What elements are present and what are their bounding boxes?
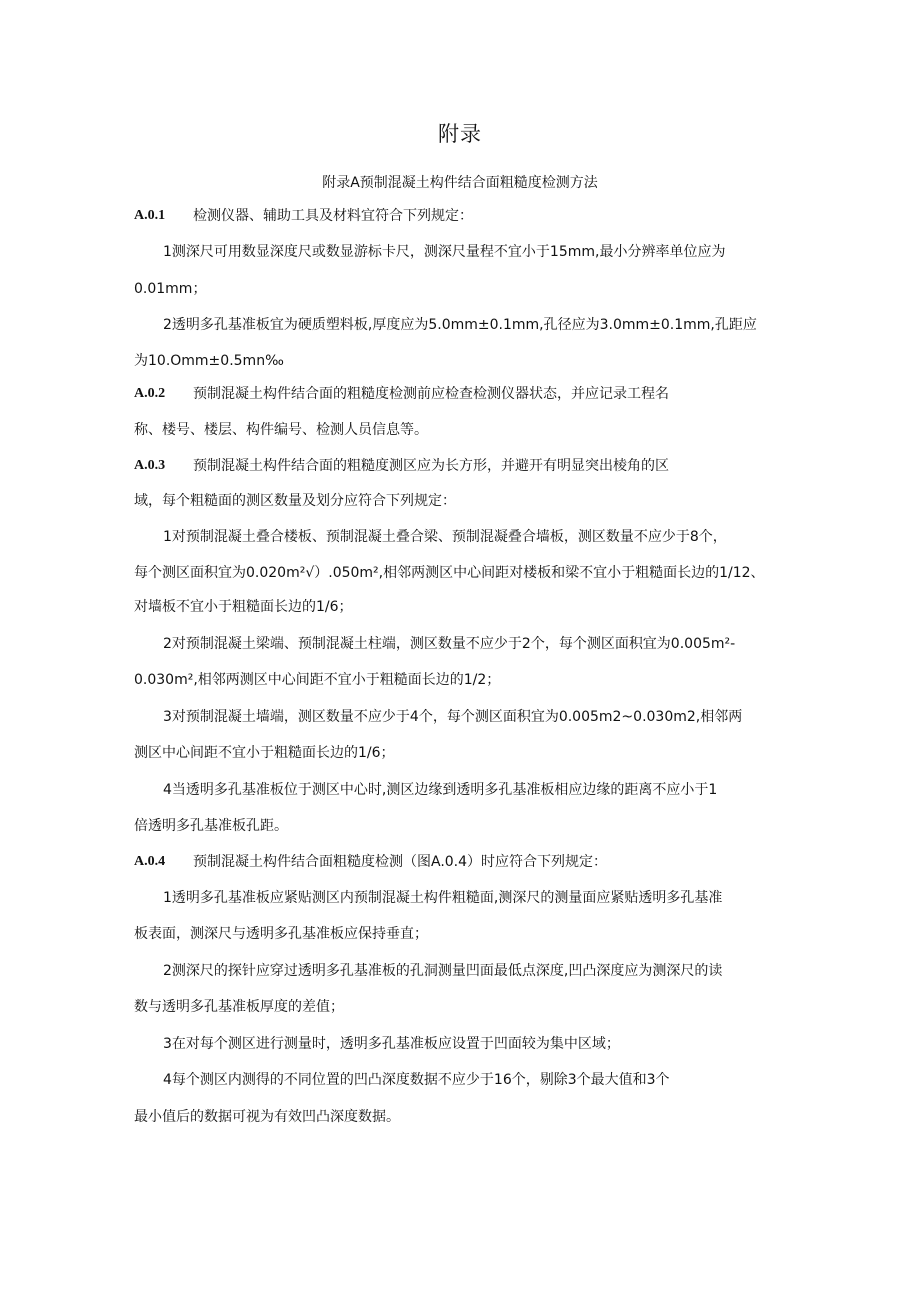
paragraph-line: 倍透明多孔基准板孔距。 bbox=[134, 818, 288, 834]
paragraph-line: 3在对每个测区进行测量时，透明多孔基准板应设置于凹面较为集中区域； bbox=[163, 1036, 620, 1052]
appendix-heading: 附录A预制混凝土构件结合面粗糙度检测方法 bbox=[322, 175, 598, 191]
paragraph-line: 板表面，测深尺与透明多孔基准板应保持垂直； bbox=[134, 926, 428, 942]
paragraph-line: 为10.Omm±0.5mn‰ bbox=[134, 353, 284, 369]
clause-number-a04: A.0.4 bbox=[134, 854, 166, 869]
clause-number-a02: A.0.2 bbox=[134, 386, 166, 401]
paragraph-line: 2测深尺的探针应穿过透明多孔基准板的孔洞测量凹面最低点深度,凹凸深度应为测深尺的读 bbox=[163, 963, 723, 979]
paragraph-line: 1透明多孔基准板应紧贴测区内预制混凝土构件粗糙面,测深尺的测量面应紧贴透明多孔基准 bbox=[163, 890, 723, 906]
clause-text-a02: 预制混凝土构件结合面的粗糙度检测前应检查检测仪器状态，并应记录工程名 bbox=[193, 386, 669, 402]
paragraph-line: 0.030m²,相邻两测区中心间距不宜小于粗糙面长边的1/2； bbox=[134, 672, 501, 688]
paragraph-line: 域，每个粗糙面的测区数量及划分应符合下列规定： bbox=[134, 493, 456, 509]
paragraph-line: 数与透明多孔基准板厚度的差值； bbox=[134, 999, 344, 1015]
paragraph-line: 测区中心间距不宜小于粗糙面长边的1/6； bbox=[134, 745, 395, 761]
clause-text-a03: 预制混凝土构件结合面的粗糙度测区应为长方形，并避开有明显突出棱角的区 bbox=[193, 458, 669, 474]
paragraph-line: 1对预制混凝土叠合楼板、预制混凝土叠合梁、预制混凝叠合墙板，测区数量不应少于8个， bbox=[163, 529, 727, 545]
paragraph-line: 4每个测区内测得的不同位置的凹凸深度数据不应少于16个，剔除3个最大值和3个 bbox=[163, 1072, 670, 1088]
clause-text-a04: 预制混凝土构件结合面粗糙度检测（图A.0.4）时应符合下列规定： bbox=[193, 854, 608, 870]
paragraph-line: 4当透明多孔基准板位于测区中心时,测区边缘到透明多孔基准板相应边缘的距离不应小于1 bbox=[163, 782, 718, 798]
paragraph-line: 1测深尺可用数显深度尺或数显游标卡尺，测深尺量程不宜小于15mm,最小分辨率单位应为 bbox=[163, 244, 726, 260]
clause-number-a01: A.0.1 bbox=[134, 208, 166, 223]
paragraph-line: 0.01mm； bbox=[134, 281, 207, 297]
paragraph-line: 2透明多孔基准板宜为硬质塑料板,厚度应为5.0mm±0.1mm,孔径应为3.0mm±0.1mm,孔距应 bbox=[163, 317, 757, 333]
paragraph-line: 每个测区面积宜为0.020m²√）.050m²,相邻两测区中心间距对楼板和梁不宜小于粗糙面长边的1/12、 bbox=[134, 565, 765, 581]
clause-text-a01: 检测仪器、辅助工具及材料宜符合下列规定： bbox=[193, 208, 473, 224]
paragraph-line: 称、楼号、楼层、构件编号、检测人员信息等。 bbox=[134, 422, 428, 438]
paragraph-line: 对墙板不宜小于粗糙面长边的1/6； bbox=[134, 599, 353, 615]
clause-number-a03: A.0.3 bbox=[134, 458, 166, 473]
paragraph-line: 3对预制混凝土墙端，测区数量不应少于4个，每个测区面积宜为0.005m2~0.030m2,相邻两 bbox=[163, 709, 743, 725]
paragraph-line: 2对预制混凝土梁端、预制混凝土柱端，测区数量不应少于2个，每个测区面积宜为0.005m²- bbox=[163, 636, 736, 652]
paragraph-line: 最小值后的数据可视为有效凹凸深度数据。 bbox=[134, 1109, 400, 1125]
page-title: 附录 bbox=[438, 122, 482, 146]
